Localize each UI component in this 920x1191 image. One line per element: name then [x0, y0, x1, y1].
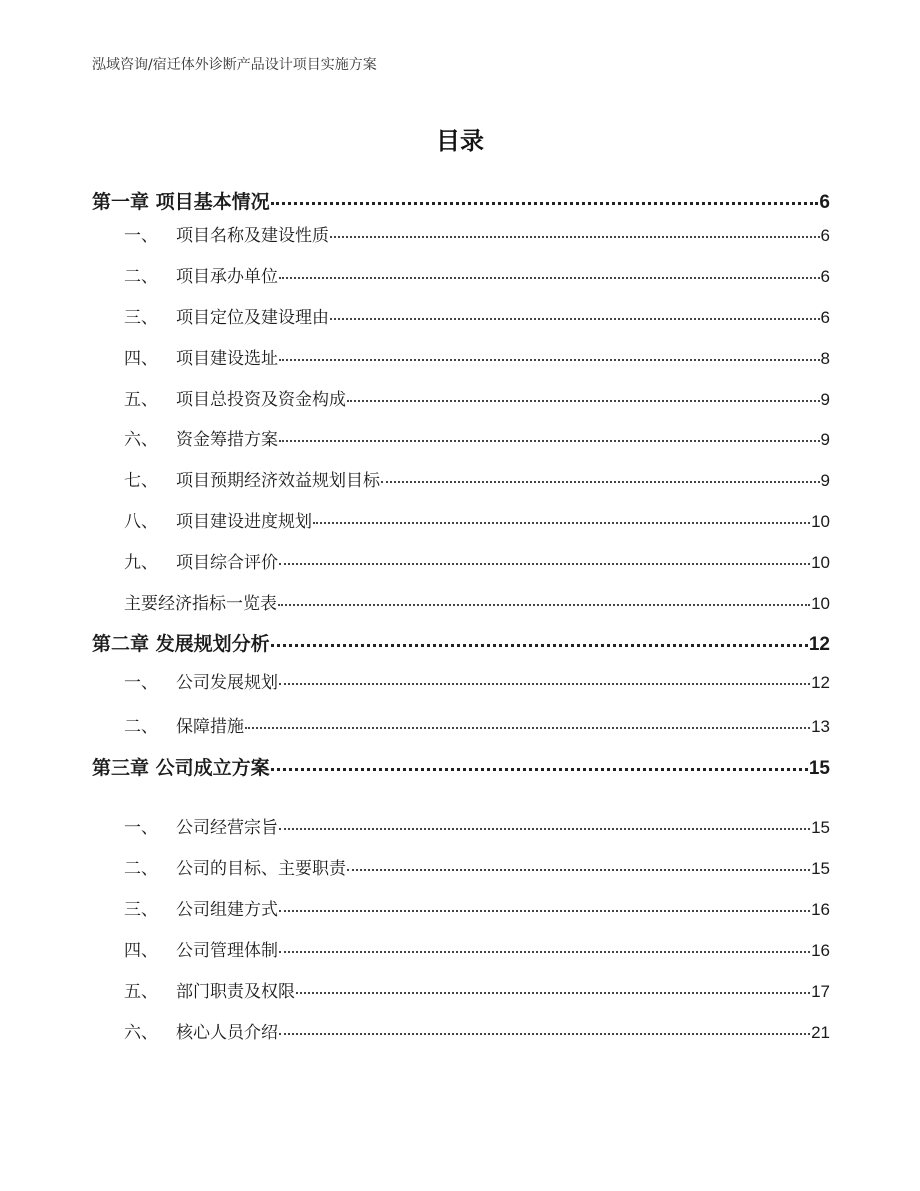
toc-entry-text: 公司组建方式 — [176, 900, 278, 920]
toc-section-entry[interactable] — [124, 712, 830, 737]
dot-leader — [279, 275, 820, 279]
toc-page-number: 9 — [820, 471, 830, 490]
toc-entry-number: 三、 — [124, 308, 158, 328]
dot-leader — [279, 826, 810, 830]
toc-entry-text: 项目承办单位 — [176, 267, 278, 287]
toc-entry-label — [124, 221, 329, 246]
toc-entry-text: 资金筹措方案 — [176, 430, 278, 450]
toc-entry-text: 项目定位及建设理由 — [176, 308, 329, 328]
toc-entry-text: 部门职责及权限 — [176, 982, 295, 1002]
toc-entry-text: 项目综合评价 — [176, 553, 278, 573]
toc-page-number: 8 — [820, 349, 830, 368]
toc-section-entry[interactable] — [124, 936, 830, 961]
toc-entry-label — [124, 854, 346, 879]
toc-page-number: 10 — [811, 553, 830, 572]
toc-entry-label — [92, 629, 270, 656]
toc-section-entry[interactable] — [124, 507, 830, 532]
toc-page-number: 16 — [811, 900, 830, 919]
dot-leader — [279, 908, 810, 912]
toc-page-number: 6 — [820, 226, 830, 245]
toc-entry-label — [124, 1018, 278, 1043]
dot-leader — [313, 520, 810, 524]
toc-entry-label — [124, 589, 277, 614]
toc-section-entry[interactable] — [124, 813, 830, 838]
toc-entry-label — [124, 548, 278, 573]
toc-entry-text: 第三章 公司成立方案 — [92, 757, 270, 779]
toc-entry-number: 六、 — [124, 1023, 158, 1043]
dot-leader — [271, 642, 808, 647]
toc-entry-number: 五、 — [124, 982, 158, 1002]
toc-page-number: 17 — [811, 982, 830, 1001]
toc-page-number: 21 — [811, 1023, 830, 1042]
toc-entry-text: 项目建设选址 — [176, 349, 278, 369]
dot-leader — [279, 949, 810, 953]
toc-entry-text: 第二章 发展规划分析 — [92, 633, 270, 655]
toc-page-number: 6 — [820, 308, 830, 327]
toc-page-number: 15 — [808, 758, 830, 779]
toc-entry-number: 一、 — [124, 226, 158, 246]
toc-entry-number: 三、 — [124, 900, 158, 920]
toc-page-number: 12 — [811, 673, 830, 692]
toc-entry-label — [124, 262, 278, 287]
running-header: 泓域咨询/宿迁体外诊断产品设计项目实施方案 — [92, 57, 377, 73]
toc-entry-number: 七、 — [124, 471, 158, 491]
toc-entry-label — [124, 344, 278, 369]
toc-entry-text: 项目总投资及资金构成 — [176, 390, 346, 410]
toc-entry-text: 公司发展规划 — [176, 673, 278, 693]
toc-entry-label — [124, 813, 278, 838]
toc-entry-number: 二、 — [124, 267, 158, 287]
toc-chapter-entry[interactable] — [92, 629, 830, 656]
toc-entry-label — [124, 712, 244, 737]
toc-page-number: 9 — [820, 390, 830, 409]
dot-leader — [347, 867, 810, 871]
toc-section-entry[interactable] — [124, 548, 830, 573]
dot-leader — [279, 681, 810, 685]
toc-page-number: 6 — [820, 267, 830, 286]
dot-leader — [271, 766, 808, 771]
dot-leader — [347, 398, 820, 402]
toc-page-number: 10 — [811, 512, 830, 531]
toc-entry-number: 四、 — [124, 349, 158, 369]
dot-leader — [296, 990, 810, 994]
dot-leader — [279, 357, 820, 361]
toc-entry-text: 第一章 项目基本情况 — [92, 191, 270, 213]
toc-page-number: 10 — [811, 594, 830, 613]
toc-entry-text: 公司管理体制 — [176, 941, 278, 961]
dot-leader — [330, 234, 820, 238]
toc-section-entry[interactable] — [124, 895, 830, 920]
toc-page-number: 6 — [819, 192, 830, 213]
toc-entry-label — [124, 303, 329, 328]
toc-entry-number: 二、 — [124, 717, 158, 737]
toc-entry-label — [124, 977, 295, 1002]
toc-section-entry[interactable] — [124, 589, 830, 614]
toc-entry-label — [124, 466, 380, 491]
dot-leader — [271, 200, 819, 205]
toc-entry-number: 六、 — [124, 430, 158, 450]
toc-section-entry[interactable] — [124, 385, 830, 410]
toc-entry-label — [124, 507, 312, 532]
toc-section-entry[interactable] — [124, 221, 830, 246]
dot-leader — [245, 725, 810, 729]
dot-leader — [279, 438, 820, 442]
toc-section-entry[interactable] — [124, 977, 830, 1002]
toc-entry-label — [124, 895, 278, 920]
toc-entry-text: 项目建设进度规划 — [176, 512, 312, 532]
toc-chapter-entry[interactable] — [92, 187, 830, 214]
toc-page-number: 15 — [811, 859, 830, 878]
toc-entry-text: 公司的目标、主要职责 — [176, 859, 346, 879]
toc-entry-number: 二、 — [124, 859, 158, 879]
toc-entry-number: 一、 — [124, 673, 158, 693]
toc-section-entry[interactable] — [124, 466, 830, 491]
toc-entry-number: 五、 — [124, 390, 158, 410]
dot-leader — [330, 316, 820, 320]
toc-section-entry[interactable] — [124, 344, 830, 369]
toc-entry-text: 项目预期经济效益规划目标 — [176, 471, 380, 491]
toc-entry-text: 主要经济指标一览表 — [124, 594, 277, 614]
toc-section-entry[interactable] — [124, 854, 830, 879]
toc-entry-label — [124, 668, 278, 693]
dot-leader — [279, 1031, 810, 1035]
toc-page-number: 16 — [811, 941, 830, 960]
toc-page-number: 12 — [808, 634, 830, 655]
toc-entry-text: 项目名称及建设性质 — [176, 226, 329, 246]
toc-entry-number: 九、 — [124, 553, 158, 573]
toc-section-entry[interactable] — [124, 1018, 830, 1043]
toc-chapter-entry[interactable] — [92, 753, 830, 780]
toc-entry-text: 保障措施 — [176, 717, 244, 737]
dot-leader — [278, 602, 810, 606]
toc-section-entry[interactable] — [124, 425, 830, 450]
toc-entry-label — [124, 936, 278, 961]
toc-section-entry[interactable] — [124, 668, 830, 693]
toc-entry-text: 公司经营宗旨 — [176, 818, 278, 838]
toc-entry-label — [92, 753, 270, 780]
toc-entry-label — [124, 425, 278, 450]
toc-title: 目录 — [436, 127, 484, 155]
dot-leader — [381, 479, 820, 483]
toc-entry-number: 一、 — [124, 818, 158, 838]
toc-entry-label — [124, 385, 346, 410]
toc-page-number: 9 — [820, 430, 830, 449]
toc-section-entry[interactable] — [124, 303, 830, 328]
dot-leader — [279, 561, 810, 565]
toc-entry-number: 四、 — [124, 941, 158, 961]
toc-entry-label — [92, 187, 270, 214]
toc-page-number: 13 — [811, 717, 830, 736]
toc-section-entry[interactable] — [124, 262, 830, 287]
toc-entry-number: 八、 — [124, 512, 158, 532]
toc-page-number: 15 — [811, 818, 830, 837]
toc-entry-text: 核心人员介绍 — [176, 1023, 278, 1043]
